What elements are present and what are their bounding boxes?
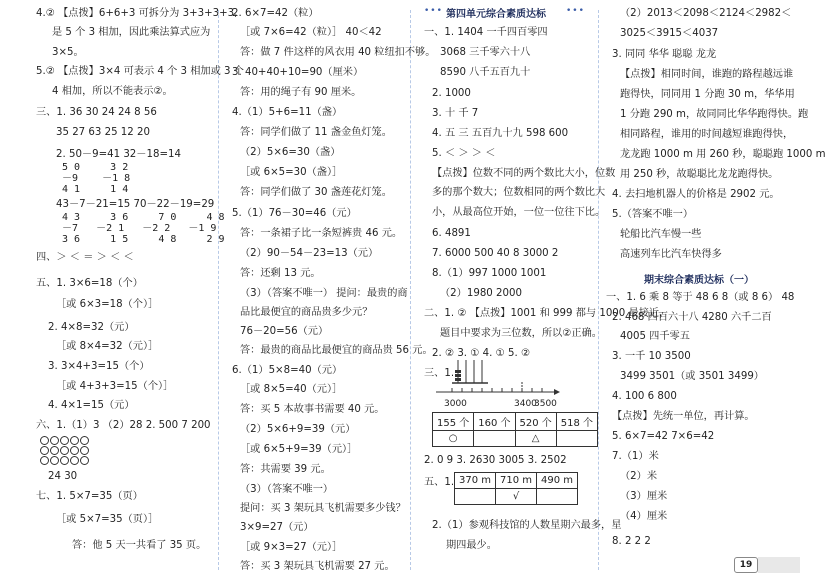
text-line: 2.（1）参观科技馆的人数星期六最多，星 [432,520,622,531]
text-line: 提问：买 3 架玩具飞机需要多少钱？ [240,503,406,514]
text-line: ［或 6×5=30（盏）］ [240,167,343,178]
text-line: 3025＜3915＜4037 [620,28,719,39]
text-line: 5.（1）76－30=46（元） [232,208,357,219]
text-line: （4）厘米 [620,511,668,522]
text-line: 三、1. [424,368,455,379]
text-line: 四、＞ ＜ ＝ ＞ ＜ ＜ [36,252,134,263]
title-decoration-left: ••• [424,6,443,16]
text-line: 5.② 【点拨】3×4 可表示 4 个 3 相加或 3 个 [36,66,244,77]
text-line: 相同路程，谁用的时间越短谁跑得快， [620,129,794,140]
text-line: 2. 6×7=42（粒） [232,8,319,19]
table-cell: 160 个 [474,413,515,431]
text-line: 7. 6000 500 40 8 3000 2 [432,248,559,259]
text-line: 轮船比汽车慢一些 [620,229,702,240]
text-line: 答：做 7 件这样的风衣用 40 粒纽扣不够。 [240,47,436,58]
text-line: 2. 0 9 3. 2630 3005 3. 2502 [424,455,567,466]
distance-table [454,472,578,505]
text-line: 答：买 5 本故事书需要 40 元。 [240,404,385,415]
text-line: 三、1. 36 30 24 24 8 56 [36,107,157,118]
number-line [432,382,562,412]
text-line: 4. 去扫地机器人的价格是 2902 元。 [612,189,780,200]
text-line: 3068 三千零六十八 [440,47,531,58]
text-line: 3499 3501（或 3501 3499） [620,371,764,382]
text-line: 答：用的绳子有 90 厘米。 [240,87,362,98]
table-cell: √ [496,489,537,505]
text-line: 5. 6×7=42 7×6=42 [612,431,715,442]
text-line: （2）90－54－23=13（元） [240,248,379,259]
text-line: （2）5×6=30（盏） [240,147,341,158]
section-title: 期末综合素质达标（一） [644,275,754,286]
text-line: 品比最便宜的商品贵多少元？ [240,307,373,318]
text-line: ［或 8×5=40（元）］ [240,384,343,395]
text-line: 六、1.（1）3 （2）28 2. 500 7 200 [36,420,211,431]
text-line: 5.（答案不唯一） [612,209,694,220]
text-line: 答：还剩 13 元。 [240,268,321,279]
text-line: ［或 9×3=27（元）］ [240,542,343,553]
text-line: 答：买 3 架玩具飞机需要 27 元。 [240,561,395,572]
text-line: 4. 4×1=15（元） [48,400,135,411]
text-line: 跑得快，同同用 1 分跑 30 m，华华用 [620,89,795,100]
text-line: 是 5 个 3 相加，因此乘法算式应为 [52,27,211,38]
table-cell: 490 m [537,473,578,489]
text-line: 4. 五 三 五百九十九 598 600 [432,128,569,139]
text-line: 【点拨】位数不同的两个数比大小，位数 [432,168,616,179]
text-line: （3）（答案不唯一） [240,484,334,495]
text-line: 七、1. 5×7=35（页） [36,491,143,502]
text-line: 43－7－21=15 70－22－19=29 [56,199,215,210]
text-line: ［或 5×7=35（页）］ [56,514,159,525]
text-line: 答：同学们做了 11 盏金鱼灯笼。 [240,127,392,138]
table-cell [537,489,578,505]
text-line: 1 分跑 290 m，故同同比华华跑得快。跑 [620,109,809,120]
text-line: 五、1. [424,477,455,488]
text-line: 答：最贵的商品比最便宜的商品贵 56 元。 [240,345,433,356]
text-line: 2. ② 3. ① 4. ① 5. ② [432,348,531,359]
text-line: ［或 7×6=42（粒）］ 40＜42 [240,27,382,38]
text-line: ［或 6×5+9=39（元）］ [240,444,358,455]
column-4 [598,0,826,588]
text-line: 3×5。 [52,47,84,58]
table-cell: 520 个 [515,413,556,431]
text-line: 【点拨】相同时间，谁跑的路程越远谁 [620,69,794,80]
text-line: 5. ＜ ＞ ＞ ＜ [432,148,496,159]
table-cell: ○ [433,431,474,447]
text-line: 24 30 [48,471,78,482]
text-line: 五、1. 3×6=18（个） [36,278,143,289]
text-line: 一、1. 1404 一千四百零四 [424,27,548,38]
text-line: 4. 100 6 800 [612,391,677,402]
comparison-table [432,412,598,447]
text-line: 7.（1）米 [612,451,659,462]
text-line: （3）（答案不唯一） 提问：最贵的商 [240,288,408,299]
text-line: （2）1980 2000 [440,288,522,299]
text-line: （2）2013＜2098＜2124＜2982＜ [620,8,792,19]
text-line: 答：一条裙子比一条短裤贵 46 元。 [240,228,403,239]
table-cell [556,431,597,447]
column-1 [0,0,244,588]
text-line: 76－20=56（元） [240,326,329,337]
text-line: 4005 四千零五 [620,331,690,342]
table-cell: 155 个 [433,413,474,431]
text-line: 3×9=27（元） [240,522,314,533]
text-line: 6.（1）5×8=40（元） [232,365,343,376]
number-line-label: 3500 [534,399,557,409]
table-cell: 518 个 [556,413,597,431]
table-cell: △ [515,431,556,447]
text-line: 一、1. 6 乘 8 等于 48 6 8（或 8 6） 48 [606,292,795,303]
page-stripe [758,557,800,573]
text-line: 4.② 【点拨】6+6+3 可拆分为 3+3+3+3, [36,8,238,19]
number-line-label: 3000 [444,399,467,409]
text-line: 35 27 63 25 12 20 [56,127,150,138]
text-line: 8590 八千五百九十 [440,67,531,78]
text-line: 二、1. ② 【点拨】1001 和 999 都与 1000 最接近， [424,308,670,319]
text-line: 小，从最高位开始，一位一位往下比。 [432,207,606,218]
text-line: 答：同学们做了 30 盏莲花灯笼。 [240,187,392,198]
table-cell [455,489,496,505]
text-line: 2. 4×8=32（元） [48,322,135,333]
text-line: （2）5×6+9=39（元） [240,424,356,435]
circle-grid [40,436,89,465]
text-line: 用 250 秒，故聪聪比龙龙跑得快。 [620,169,779,180]
vertical-calculation: 5 0 3 2 －9 －1 8 4 1 1 4 [62,162,131,195]
text-line: 3. 同同 华华 聪聪 龙龙 [612,49,717,60]
text-line: 2. 468 四百六十八 4280 六千二百 [612,312,772,323]
text-line: 高速列车比汽车快得多 [620,249,722,260]
text-line: 期四最少。 [446,540,497,551]
text-line: 8. 2 2 2 [612,536,651,547]
text-line: （2）米 [620,471,658,482]
text-line: 3. 一千 10 3500 [612,351,691,362]
section-title: 第四单元综合素质达标 [446,9,546,20]
text-line: 4 相加，所以不能表示②。 [52,86,173,97]
text-line: 题目中要求为三位数，所以②正确。 [440,328,602,339]
title-decoration-right: ••• [566,6,585,16]
text-line: ［或 6×3=18（个）］ [56,299,159,310]
text-line: 答：他 5 天一共看了 35 页。 [72,540,207,551]
text-line: 3. 40+40+10=90（厘米） [232,67,364,78]
text-line: 龙龙跑 1000 m 用 260 秒，聪聪跑 1000 m [620,149,826,160]
vertical-calculation: 4 3 3 6 7 0 4 8 －7 －2 1 －2 2 －1 9 3 6 1 5 4 8 2 9 [62,212,225,245]
text-line: 4.（1）5+6=11（盏） [232,107,343,118]
page-number: 19 [734,557,758,573]
text-line: 【点拨】先统一单位，再计算。 [612,411,755,422]
table-cell: 370 m [455,473,496,489]
table-cell [474,431,515,447]
text-line: ［或 8×4=32（元）］ [56,341,159,352]
text-line: 3. 十 千 7 [432,108,479,119]
text-line: 8.（1）997 1000 1001 [432,268,547,279]
number-line-label: 3400 [514,399,537,409]
text-line: （3）厘米 [620,491,668,502]
text-line: 6. 4891 [432,228,471,239]
table-cell: 710 m [496,473,537,489]
text-line: 2. 50－9=41 32－18=14 [56,149,181,160]
column-2 [218,0,436,588]
text-line: ［或 4+3+3=15（个）］ [56,381,174,392]
text-line: 多的那个数大；位数相同的两个数比大 [432,187,606,198]
text-line: 3. 3×4+3=15（个） [48,361,150,372]
text-line: 2. 1000 [432,88,471,99]
text-line: 答：共需要 39 元。 [240,464,331,475]
